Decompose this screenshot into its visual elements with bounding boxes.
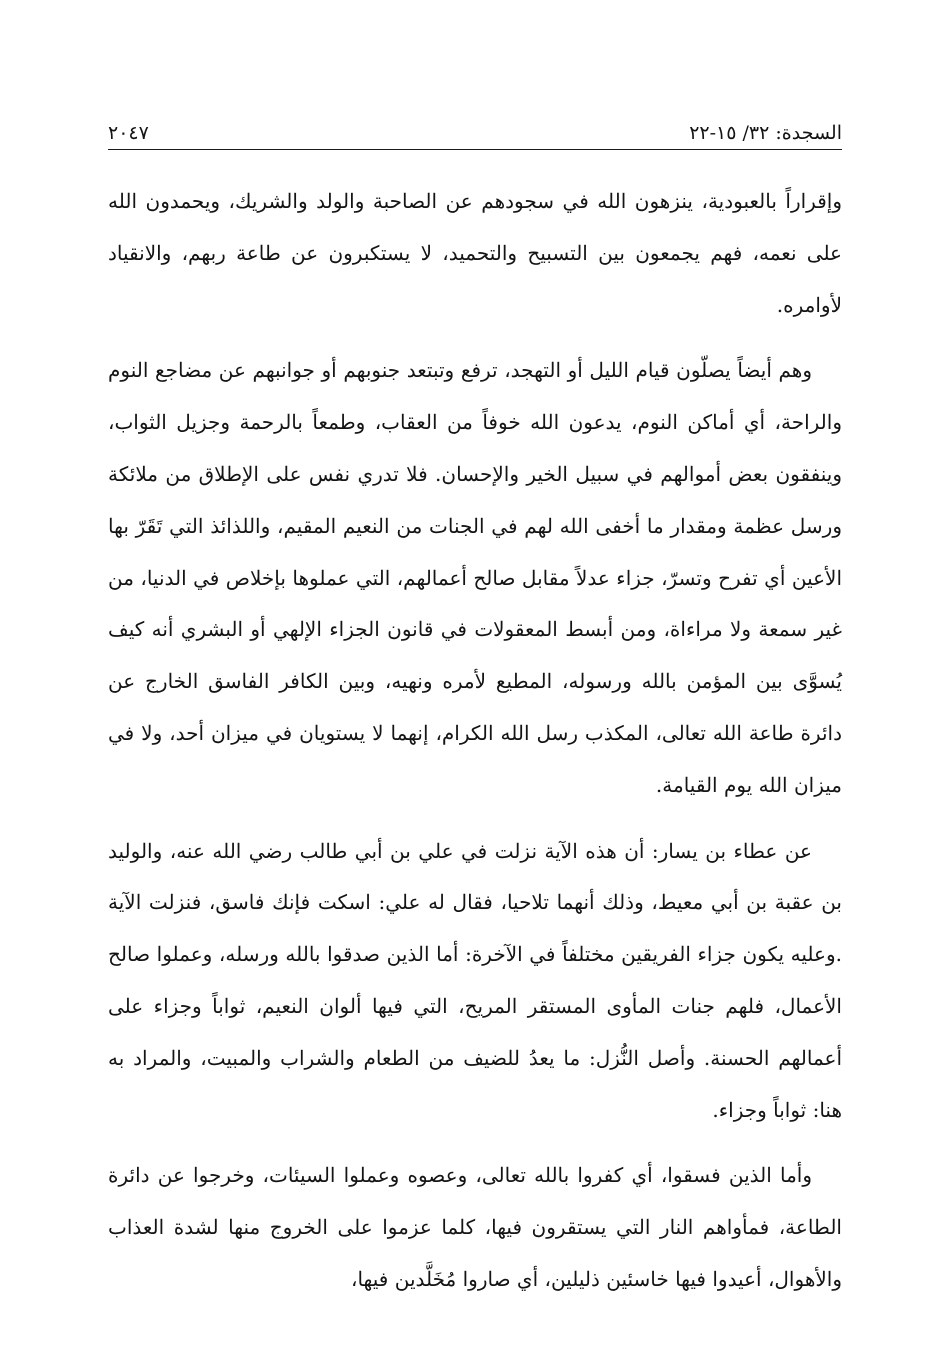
paragraph-2: وهم أيضاً يصلّون قيام الليل أو التهجد، ترفع وتبتعد جنوبهم أو جوانبهم عن مضاجع النوم والراحة، أي أماكن النوم، يدعون الله خوفاً من العقاب، وطمعاً بالرحمة وجزيل الثواب، وينفقون بعض أموالهم في سبيل الخير والإحسان. فلا تدري نفس على الإطلاق من ملائكة ورسل عظمة ومقدار ما أخفى الله لهم في الجنات من النعيم المقيم، واللذائذ التي تَقَرّ بها الأعين أي تفرح وتسرّ، جزاء عدلاً مقابل صالح أعمالهم، التي عملوها بإخلاص في الدنيا، من غير سمعة ولا مراءاة، ومن أبسط المعقولات في قانون الجزاء الإلهي أو البشري أنه كيف يُسوَّى بين المؤمن بالله ورسوله، المطيع لأمره ونهيه، وبين الكافر الفاسق الخارج عن دائرة طاعة الله تعالى، المكذب رسل الله الكرام، إنهما لا يستويان في ميزان أحد، ولا في ميزان الله يوم القيامة. <box>108 358 842 797</box>
running-head <box>108 112 842 146</box>
page-number: ٢٠٤٧ <box>108 122 149 144</box>
paragraph-3: عن عطاء بن يسار: أن هذه الآية نزلت في علي بن أبي طالب رضي الله عنه، والوليد بن عقبة بن أبي معيط، وذلك أنهما تلاحيا، فقال له علي: اسكت فإنك فاسق، فنزلت الآية .وعليه يكون جزاء الفريقين مختلفاً في الآخرة: أما الذين صدقوا بالله ورسله، وعملوا صالح الأعمال، فلهم جنات المأوى المستقر المريح، التي فيها ألوان النعيم، ثواباً وجزاء على أعمالهم الحسنة. وأصل النُّزل: ما يعدُ للضيف من الطعام والشراب والمبيت، والمراد به هنا: ثواباً وجزاء. <box>108 838 842 1122</box>
body-text <box>108 176 842 1320</box>
paragraph-1: وإقراراً بالعبودية، ينزهون الله في سجودهم عن الصاحبة والولد والشريك، ويحمدون الله على نعمه، فهم يجمعون بين التسبيح والتحميد، لا يستكبرون عن طاعة ربهم، والانقياد لأوامره. <box>108 189 842 317</box>
chapter-reference: السجدة: ٣٢/ ١٥-٢٢ <box>689 122 842 144</box>
header-rule <box>108 149 842 150</box>
paragraph-4: وأما الذين فسقوا، أي كفروا بالله تعالى، وعصوه وعملوا السيئات، وخرجوا عن دائرة الطاعة، فمأواهم النار التي يستقرون فيها، كلما عزموا على الخروج منها لشدة العذاب والأهوال، أعيدوا فيها خاسئين ذليلين، أي صاروا مُخَلَّدين فيها، <box>108 1163 842 1291</box>
